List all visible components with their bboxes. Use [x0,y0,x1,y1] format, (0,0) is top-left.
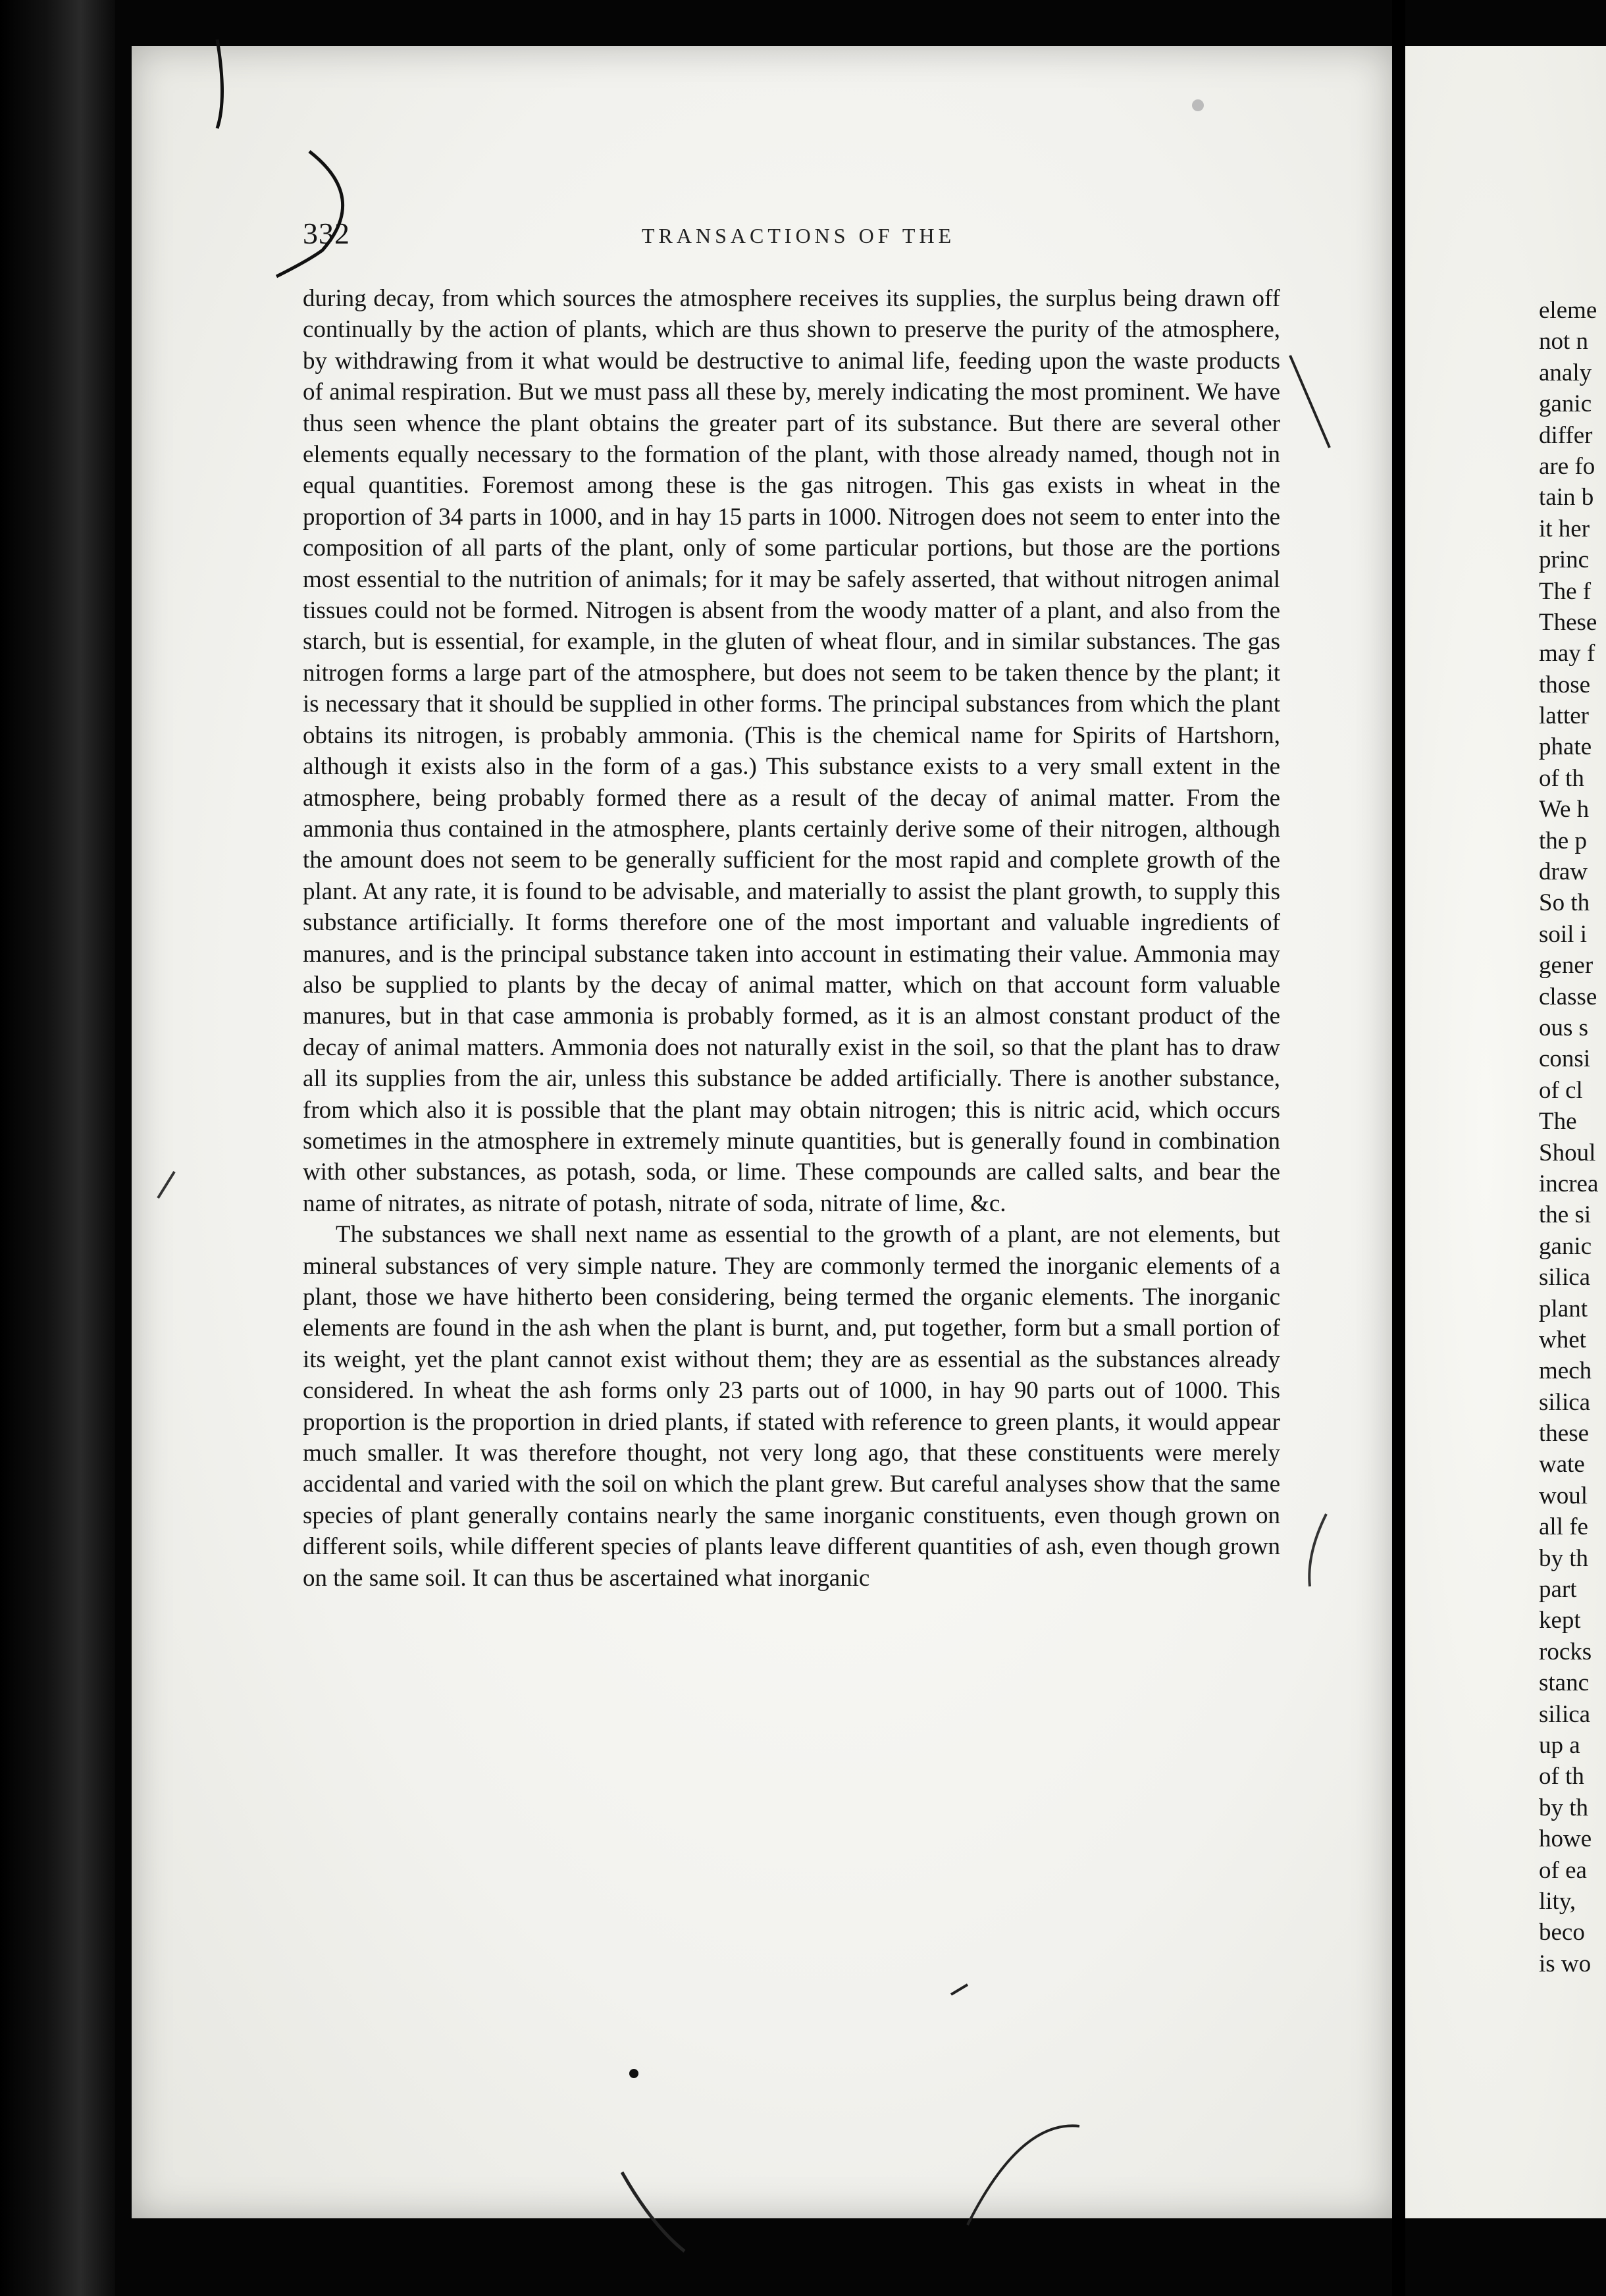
facing-page-line: is wo [1539,1950,1592,1977]
facing-page-line: phate [1539,733,1592,761]
facing-page-line: of ea [1539,1856,1587,1884]
facing-page-line: whet [1539,1326,1586,1353]
facing-page-line: ous s [1539,1014,1589,1041]
facing-page-line: gener [1539,952,1593,979]
ink-spot [629,2069,638,2078]
facing-page-line: soil i [1539,920,1587,948]
facing-page-line: by th [1539,1794,1589,1821]
ink-spot [1192,99,1204,111]
facing-page-line: are fo [1539,452,1595,480]
facing-page-line: rocks [1539,1638,1592,1665]
pencil-stroke [276,151,343,276]
pencil-stroke [951,1985,968,1995]
running-head: TRANSACTIONS OF THE [642,224,956,248]
facing-page-line: eleme [1539,297,1597,324]
facing-page-line: all fe [1539,1513,1588,1541]
facing-page-line: silica [1539,1388,1591,1416]
pencil-stroke [158,1172,174,1198]
facing-page-line: the si [1539,1201,1592,1229]
facing-page-line: howe [1539,1825,1592,1853]
facing-page-line: not n [1539,328,1589,355]
facing-page-line: mech [1539,1357,1592,1385]
pencil-stroke [968,2126,1079,2225]
facing-page-line: We h [1539,796,1590,823]
facing-page-line: analy [1539,359,1592,386]
facing-page-line: part [1539,1576,1577,1604]
facing-page-line: plant [1539,1295,1588,1322]
facing-page-line: these [1539,1420,1590,1448]
facing-page-line: ganic [1539,1232,1592,1260]
facing-page-line: Shoul [1539,1139,1596,1166]
page-number: 332 [303,217,350,250]
facing-page-line: ganic [1539,390,1592,418]
facing-page-line: of th [1539,764,1584,792]
pencil-stroke [217,39,222,128]
facing-page-line: woul [1539,1482,1588,1509]
facing-page-line: by th [1539,1544,1589,1572]
facing-page-line: latter [1539,702,1590,730]
facing-page-line: consi [1539,1045,1591,1073]
facing-page-line: differ [1539,421,1593,449]
facing-page-line: it her [1539,515,1590,542]
facing-page-line: tain b [1539,484,1594,511]
facing-page-line: lity, [1539,1887,1576,1915]
paragraph-2: The substances we shall next name as essential to the growth of a plant, are not elements, but mineral substances of very simple nature. They are commonly termed the inorganic elements of a plant, those we have hitherto been considering, being termed the organic elements. The inorganic elements are found in the ash when the plant is burnt, and, put together, form but a small portion of its weight, yet the plant cannot exist without them; they are as essential as the substances already considered. In wheat the ash forms only 23 parts out of 1000, in hay 90 parts out of 1000. This proportion is the proportion in dried plants, if stated with reference to green plants, it would appear much smaller. It was therefore thought, not very long ago, that these constituents were merely accidental and varied with the soil on which the plant grew. But careful analyses show that the same species of plant generally contains nearly the same inorganic constituents, even though grown on different soils, while different species of plants leave different quantities of ash, even though grown on the same soil. It can thus be ascertained what inorganic [303,1221,1280,1592]
facing-page-line: The f [1539,577,1592,605]
facing-page-line: So th [1539,889,1590,917]
facing-page-line: beco [1539,1919,1585,1946]
paragraph-1: during decay, from which sources the atmosphere receives its supplies, the surplus being drawn off continually by the action of plants, which are thus shown to preserve the purity of the atmosphere, by withdrawing from it what would be destructive to animal life, feeding upon the waste products of animal respiration. But we must pass all these by, merely indicating the most prominent. We have thus seen whence the plant obtains the greater part of its substance. But there are several other elements equally necessary to the formation of the plant, with those already named, though not in equal quantities. Foremost among these is the gas nitrogen. This gas exists in wheat in the proportion of 34 parts in 1000, and in hay 15 parts in 1000. Nitrogen does not seem to enter into the composition of all parts of the plant, only of some particular portions, but those are the portions most essential to the nutrition of animals; for it may be safely asserted, that without nitrogen animal tissues could not be formed. Nitrogen is absent from the woody matter of a plant, and also from the starch, but is essential, for example, in the gluten of wheat flour, and in similar substances. The gas nitrogen forms a large part of the atmosphere, but does not seem to be taken thence by the plant; it is necessary that it should be supplied in other forms. The principal substances from which the plant obtains its nitrogen, is probably ammonia. (This is the chemical name for Spirits of Hartshorn, although it exists also in the form of a gas.) This substance exists to a very small extent in the atmosphere, being probably formed there as a result of the decay of animal matter. From the ammonia thus contained in the atmosphere, plants certainly derive some of their nitrogen, although the amount does not seem to be generally sufficient for the most rapid and complete growth of the plant. At any rate, it is found to be advisable, and materially to assist the plant growth, to supply this substance artificially. It forms therefore one of the most important and valuable ingredients of manures, and is the principal substance taken into account in estimating their value. Ammonia may also be supplied to plants by the decay of animal matter, which on that account form valuable manures, but in that case ammonia is probably formed, as it is an almost constant product of the decay of animal matters. Ammonia does not naturally exist in the soil, so that the plant has to draw all its supplies from the air, unless this substance be added artificially. There is another substance, from which also it is possible that the plant may obtain nitrogen; this is nitric acid, which occurs sometimes in the atmosphere in extremely minute quantities, but is generally found in combination with other substances, as potash, soda, or lime. These compounds are called salts, and bear the name of nitrates, as nitrate of potash, nitrate of soda, nitrate of lime, &c. [303,285,1280,1217]
facing-page-line: up a [1539,1731,1580,1759]
facing-page-line: silica [1539,1264,1591,1292]
facing-page-line: These [1539,608,1597,636]
pencil-stroke [1290,355,1330,448]
facing-page-line: wate [1539,1451,1585,1478]
facing-page-line: draw [1539,858,1588,886]
facing-page-line: classe [1539,983,1597,1010]
facing-page-line: princ [1539,546,1590,574]
facing-page-line: silica [1539,1700,1591,1728]
facing-page-line: kept [1539,1607,1581,1634]
facing-page-line: of th [1539,1763,1584,1790]
facing-page-line: The [1539,1108,1577,1135]
facing-page-line: those [1539,671,1591,698]
facing-page-line: increa [1539,1170,1599,1197]
facing-page-line: stanc [1539,1669,1590,1697]
facing-page-line: may f [1539,640,1595,667]
pencil-stroke [622,2172,685,2251]
pencil-stroke [1309,1514,1326,1586]
facing-page-line: of cl [1539,1076,1583,1104]
facing-page-line: the p [1539,827,1587,854]
